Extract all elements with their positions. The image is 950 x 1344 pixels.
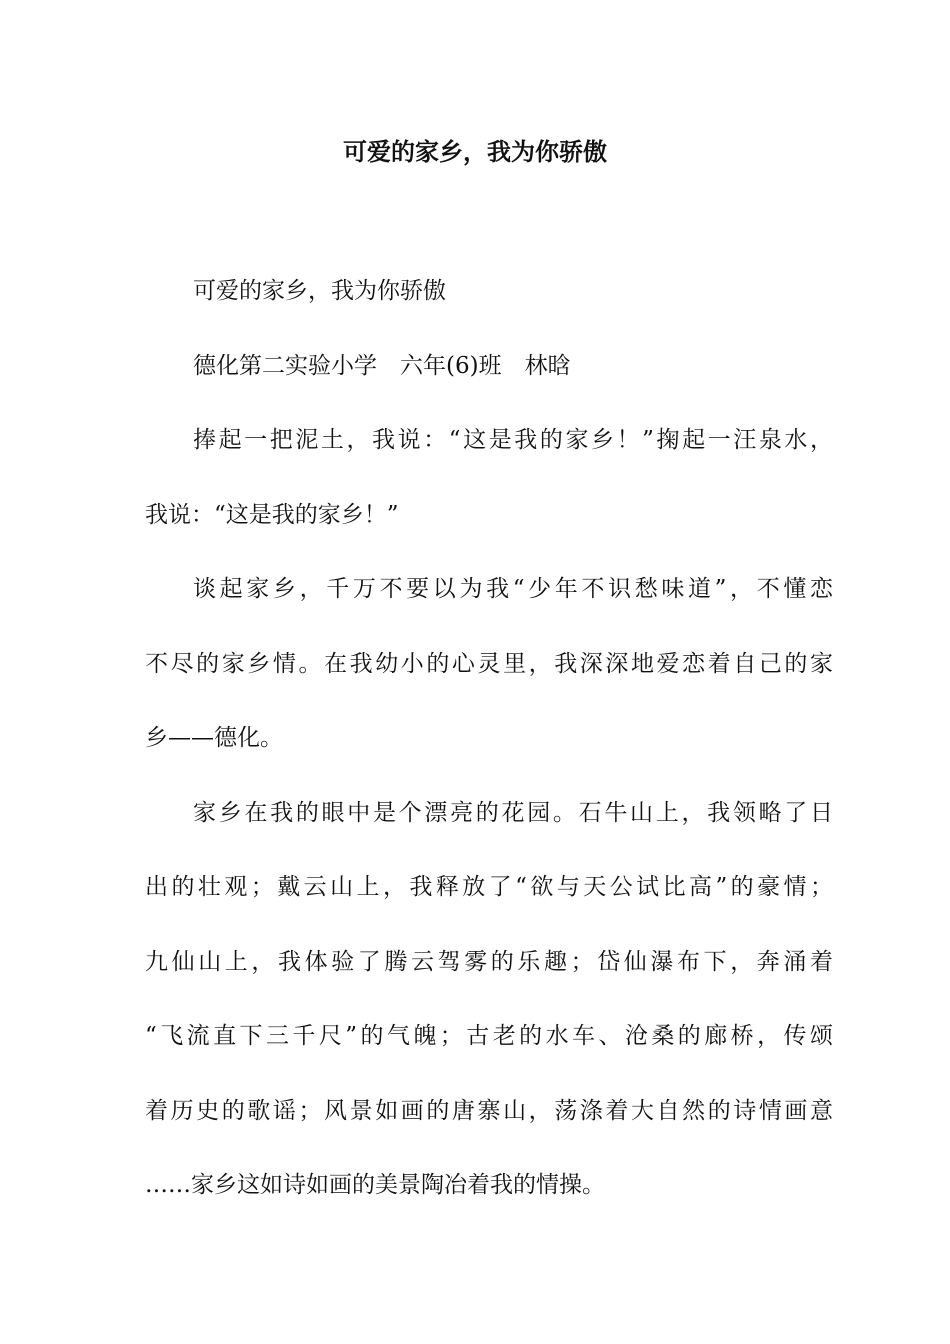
- document-title: 可爱的家乡，我为你骄傲: [343, 137, 607, 166]
- body-line: 德化第二实验小学 六年(6)班 林晗: [193, 352, 571, 379]
- body-line: 九仙山上，我体验了腾云驾雾的乐趣；岱仙瀑布下，奔涌着: [145, 948, 833, 975]
- body-line: 家乡在我的眼中是个漂亮的花园。石牛山上，我领略了日: [193, 799, 833, 826]
- body-line: 捧起一把泥土，我说：“这是我的家乡！”掬起一汪泉水，: [193, 427, 833, 453]
- body-line: 出的壮观；戴云山上，我释放了“欲与天公试比高”的豪情；: [145, 874, 833, 900]
- body-line: 着历史的歌谣；风景如画的唐寨山，荡涤着大自然的诗情画意: [145, 1097, 833, 1124]
- body-line: ……家乡这如诗如画的美景陶冶着我的情操。: [145, 1172, 605, 1198]
- body-line: 可爱的家乡，我为你骄傲: [193, 278, 446, 304]
- body-line: 谈起家乡，千万不要以为我“少年不识愁味道”，不懂恋: [193, 576, 833, 602]
- body-line: “飞流直下三千尺”的气魄；古老的水车、沧桑的廊桥，传颂: [145, 1023, 833, 1049]
- body-line: 我说：“这是我的家乡！”: [145, 501, 399, 528]
- body-line: 不尽的家乡情。在我幼小的心灵里，我深深地爱恋着自己的家: [145, 650, 833, 677]
- body-line: 乡——德化。: [145, 725, 283, 751]
- document-body: [145, 254, 833, 1223]
